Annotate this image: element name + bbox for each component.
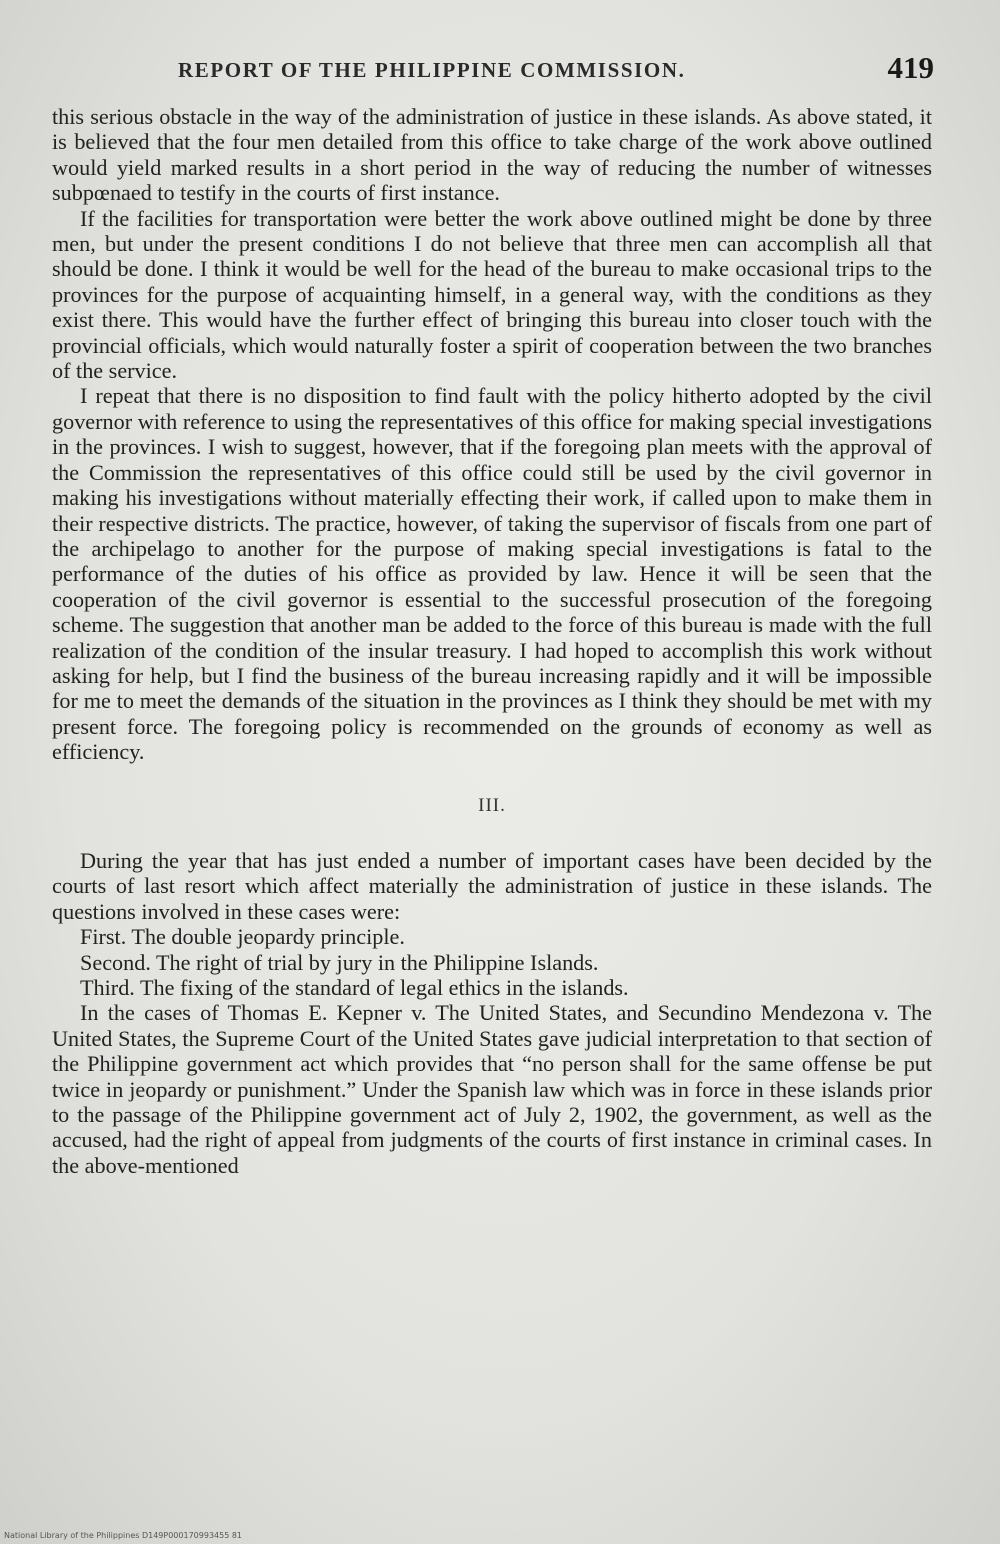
scan-footer-note: National Library of the Philippines D149P000170993455 81	[4, 1531, 243, 1540]
paragraph-kepner-case: In the cases of Thomas E. Kepner v. The United States, and Secundino Mendezona v. The United States, the Supreme Court of the United States gave judicial interpretation to that section of the Philippine government act which provides that “no person shall for the same offense be put twice in jeopardy or punishment.” Under the Spanish law which was in force in these islands prior to the passage of the Philippine government act of July 2, 1902, the government, as well as the accused, had the right of appeal from judgments of the courts of first instance in criminal cases. In the above-mentioned	[52, 1000, 932, 1178]
running-head: REPORT OF THE PHILIPPINE COMMISSION.	[178, 58, 686, 82]
page-header	[178, 50, 934, 86]
section-heading: III.	[478, 794, 506, 816]
paragraph-important-cases: During the year that has just ended a number of important cases have been decided by the courts of last resort which affect materially the administration of justice in these islands. The questions involved in these cases were:	[52, 847, 932, 924]
paragraph-continuation: this serious obstacle in the way of the administration of justice in these islands. As above stated, it is believed that the four men detailed from this office to take charge of the work above outlined would yield marked results in a short period in the way of reducing the number of witnesses subpœnaed to testify in the courts of first instance.	[52, 104, 932, 206]
paragraph-transportation: If the facilities for transportation were better the work above outlined might be done by three men, but under the present conditions I do not believe that three men can accomplish all that should be done. I think it would be well for the head of the bureau to make occasional trips to the provinces for the purpose of acquainting himself, in a general way, with the conditions as they exist there. This would have the further effect of bringing this bureau into closer touch with the provincial officials, which would naturally foster a spirit of cooperation between the two branches of the service.	[52, 205, 932, 384]
page-number: 419	[887, 50, 934, 85]
paragraph-civil-governor: I repeat that there is no disposition to find fault with the policy hitherto adopted by the civil governor with reference to using the representatives of this office for making special investigations in the provinces. I wish to suggest, however, that if the foregoing plan meets with the approval of the Commission the representatives of this office could still be used by the civil governor in making his investigations without materially effecting their work, if called upon to make them in their respective districts. The practice, however, of taking the supervisor of fiscals from one part of the archipelago to another for the purpose of making special investigations is fatal to the performance of the duties of his office as provided by law. Hence it will be seen that the cooperation of the civil governor is essential to the successful prosecution of the foregoing scheme. The suggestion that another man be added to the force of this bureau is made with the full realization of the condition of the insular treasury. I had hoped to accomplish this work without asking for help, but I find the business of the bureau increasing rapidly and it will be impossible for me to meet the demands of the situation in the provinces as I think they should be met with my present force. The foregoing policy is recommended on the grounds of economy as well as efficiency.	[52, 383, 932, 765]
list-item-third: Third. The fixing of the standard of legal ethics in the islands.	[80, 975, 629, 1000]
page-body	[52, 104, 932, 1178]
list-item-first: First. The double jeopardy principle.	[80, 924, 405, 950]
list-item-second: Second. The right of trial by jury in the Philippine Islands.	[80, 949, 599, 975]
